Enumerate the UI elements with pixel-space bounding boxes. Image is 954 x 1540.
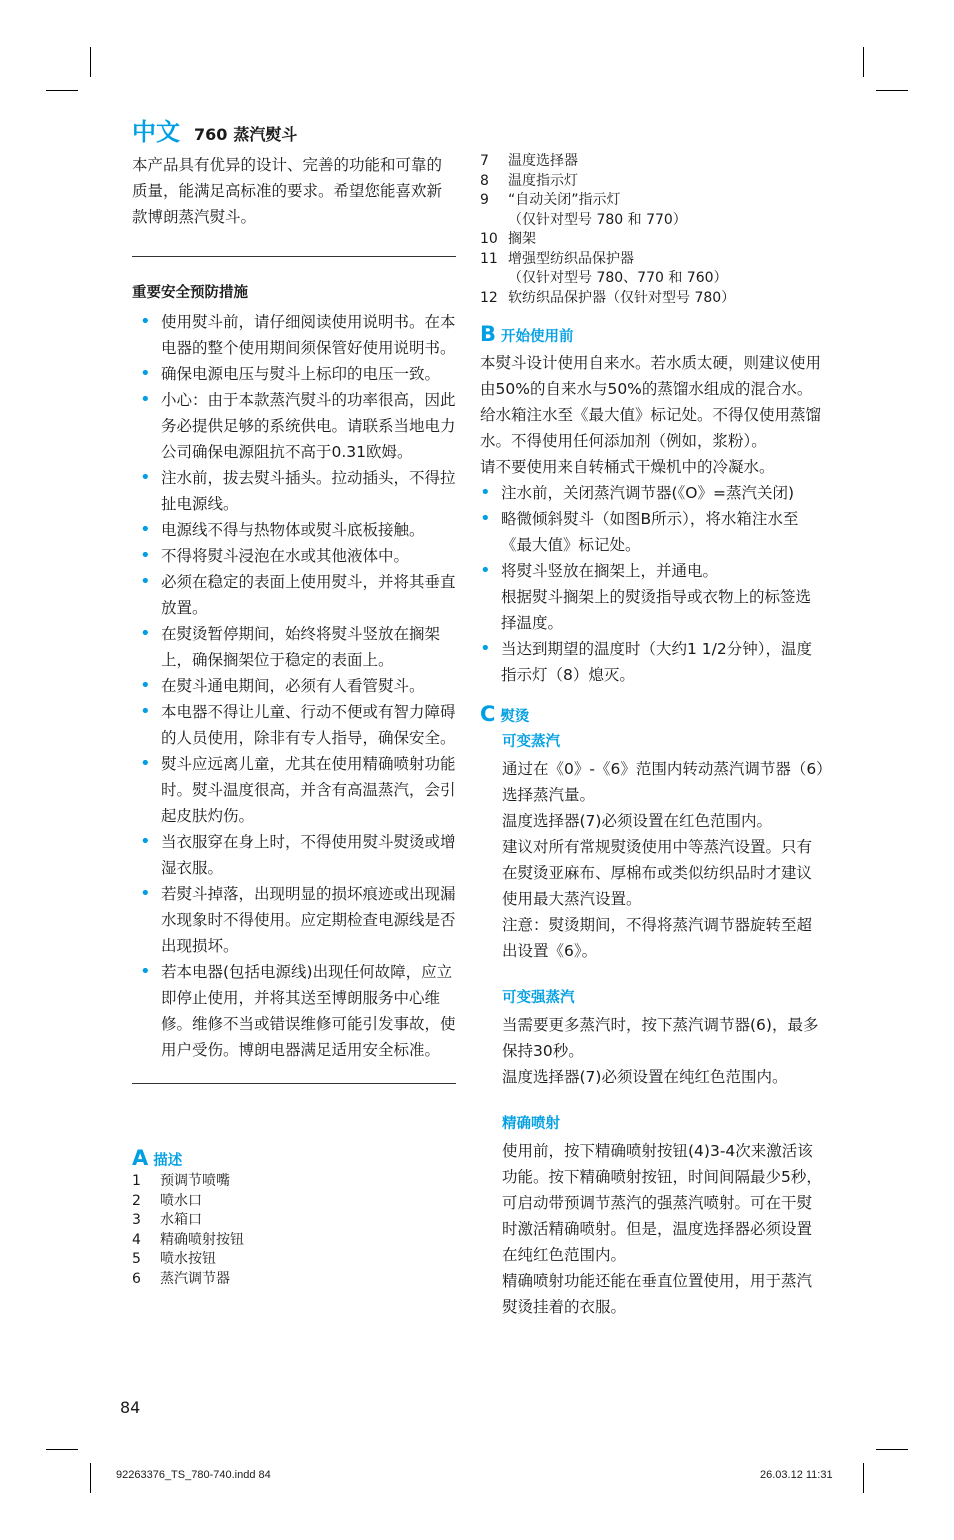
section-title: 描述 bbox=[153, 1153, 183, 1169]
list-item bbox=[472, 558, 825, 636]
language-title: 中文 bbox=[132, 118, 180, 146]
section-letter: C bbox=[480, 702, 496, 726]
safety-item: • 当衣服穿在身上时，不得使用熨斗熨烫或增湿衣服。 bbox=[132, 829, 456, 881]
crop-mark bbox=[90, 47, 91, 77]
section-b-heading bbox=[480, 322, 825, 346]
section-letter: B bbox=[480, 322, 497, 346]
paragraph: 建议对所有常规熨烫使用中等蒸汽设置。只有在熨烫亚麻布、厚棉布或类似纺织品时才建议使用最大蒸汽设置。 bbox=[502, 838, 813, 908]
part-label-line: 温度指示灯 bbox=[508, 172, 578, 189]
divider bbox=[132, 1083, 456, 1084]
safety-item: • 小心：由于本款蒸汽熨斗的功率很高，因此务必提供足够的系统供电。请联系当地电力公司确保电源阻抗不高于0.31欧姆。 bbox=[132, 387, 456, 465]
part-label bbox=[508, 152, 825, 172]
safety-list bbox=[132, 309, 456, 1063]
part-label bbox=[508, 289, 825, 309]
safety-item: • 使用熨斗前，请仔细阅读使用说明书。在本电器的整个使用期间须保管好使用说明书。 bbox=[132, 309, 456, 361]
part-label: 精确喷射按钮 bbox=[160, 1231, 244, 1248]
section-c-heading bbox=[480, 702, 825, 726]
part-label bbox=[508, 191, 825, 230]
safety-item: • 电源线不得与热物体或熨斗底板接触。 bbox=[132, 517, 456, 543]
paragraph: 温度选择器(7)必须设置在纯红色范围内。 bbox=[502, 1068, 788, 1086]
list-item-text: • 将熨斗竖放在搁架上，并通电。 bbox=[501, 562, 719, 580]
part-item bbox=[132, 1192, 456, 1212]
paragraph: 使用前，按下精确喷射按钮(4)3-4次来激活该功能。按下精确喷射按钮，时间间隔最少5秒，可启动带预调节蒸汽的强蒸汽喷射。可在干熨时激活精确喷射。但是，温度选择器必须设置在纯红色范围内。 bbox=[502, 1142, 822, 1264]
part-label-line: 搁架 bbox=[508, 231, 536, 247]
section-b-paragraph: 本熨斗设计使用自来水。若水质太硬，则建议使用由50%的自来水与50%的蒸馏水组成的混合水。给水箱注水至《最大值》标记处。不得仅使用蒸馏水。不得使用任何添加剂（例如，浆粉）。 bbox=[480, 354, 822, 450]
part-number: 11 bbox=[480, 250, 498, 267]
part-item bbox=[480, 289, 825, 309]
section-b-paragraph: 请不要使用来自转桶式干燥机中的冷凝水。 bbox=[480, 458, 775, 476]
safety-item: • 在熨烫暂停期间，始终将熨斗竖放在搁架上，确保搁架位于稳定的表面上。 bbox=[132, 621, 456, 673]
crop-mark bbox=[863, 47, 864, 77]
part-label-line: 增强型纺织品保护器 bbox=[508, 250, 634, 267]
part-item bbox=[480, 230, 825, 250]
part-label-line: 温度选择器 bbox=[508, 153, 578, 169]
parts-list-continued bbox=[480, 152, 825, 308]
subsection-title: 可变强蒸汽 bbox=[502, 990, 575, 1006]
paragraph: 当需要更多蒸汽时，按下蒸汽调节器(6)，最多保持30秒。 bbox=[502, 1016, 819, 1060]
part-label bbox=[508, 172, 825, 192]
part-item bbox=[480, 172, 825, 192]
safety-item: • 确保电源电压与熨斗上标印的电压一致。 bbox=[132, 361, 456, 387]
part-number: 7 bbox=[480, 153, 489, 169]
section-title: 开始使用前 bbox=[501, 329, 574, 345]
part-number: 8 bbox=[480, 172, 489, 189]
part-label-note: （仅针对型号 780、770 和 760） bbox=[508, 270, 728, 286]
crop-mark bbox=[46, 90, 78, 91]
section-letter: A bbox=[132, 1146, 149, 1170]
part-label-line: 软纺织品保护器（仅针对型号 780） bbox=[508, 289, 736, 306]
left-column bbox=[132, 112, 456, 1289]
subsection-title: 可变蒸汽 bbox=[502, 734, 560, 750]
crop-mark bbox=[876, 1449, 908, 1450]
part-item bbox=[132, 1211, 456, 1231]
safety-item: • 本电器不得让儿童、行动不便或有智力障碍的人员使用，除非有专人指导，确保安全。 bbox=[132, 699, 456, 751]
list-item-extra: 根据熨斗搁架上的熨烫指导或衣物上的标签选择温度。 bbox=[501, 588, 812, 632]
part-label: 喷水口 bbox=[160, 1192, 202, 1209]
part-item bbox=[480, 250, 825, 289]
part-number: 1 bbox=[132, 1173, 141, 1189]
list-item: • 略微倾斜熨斗（如图B所示），将水箱注水至《最大值》标记处。 bbox=[472, 506, 825, 558]
list-item: • 当达到期望的温度时（大约1 1/2分钟），温度指示灯（8）熄灭。 bbox=[472, 636, 825, 688]
part-label bbox=[508, 230, 825, 250]
part-number: 3 bbox=[132, 1212, 141, 1228]
part-label: 预调节喷嘴 bbox=[160, 1173, 230, 1189]
subsection-title: 精确喷射 bbox=[502, 1116, 560, 1132]
part-item bbox=[480, 152, 825, 172]
part-number: 12 bbox=[480, 289, 498, 306]
model-number: 760 bbox=[194, 125, 228, 144]
part-label: 蒸汽调节器 bbox=[160, 1270, 230, 1287]
part-number: 2 bbox=[132, 1192, 141, 1209]
list-item: • 注水前，关闭蒸汽调节器(《O》=蒸汽关闭) bbox=[472, 480, 825, 506]
crop-mark bbox=[863, 1463, 864, 1493]
part-label bbox=[508, 250, 825, 289]
crop-mark bbox=[876, 90, 908, 91]
crop-mark bbox=[90, 1463, 91, 1493]
part-label: 喷水按钮 bbox=[160, 1251, 216, 1267]
safety-item: • 必须在稳定的表面上使用熨斗，并将其垂直放置。 bbox=[132, 569, 456, 621]
paragraph: 通过在《0》-《6》范围内转动蒸汽调节器（6）选择蒸汽量。 bbox=[502, 760, 824, 804]
part-item bbox=[132, 1231, 456, 1251]
safety-item: • 若本电器(包括电源线)出现任何故障，应立即停止使用，并将其送至博朗服务中心维修。维修不当或错误维修可能引发事故，使用户受伤。博朗电器满足适用安全标准。 bbox=[132, 959, 456, 1063]
divider bbox=[132, 256, 456, 257]
part-number: 6 bbox=[132, 1270, 141, 1287]
safety-heading: 重要安全预防措施 bbox=[132, 285, 248, 301]
part-label-line: “自动关闭”指示灯 bbox=[508, 192, 621, 208]
footer-file-info: 92263376_TS_780-740.indd 84 bbox=[116, 1469, 271, 1481]
safety-item: • 熨斗应远离儿童，尤其在使用精确喷射功能时。熨斗温度很高，并含有高温蒸汽，会引起皮肤灼伤。 bbox=[132, 751, 456, 829]
page-number: 84 bbox=[120, 1398, 141, 1417]
parts-list bbox=[132, 1172, 456, 1289]
part-item bbox=[132, 1172, 456, 1192]
part-number: 9 bbox=[480, 192, 489, 208]
safety-item: • 在熨斗通电期间，必须有人看管熨斗。 bbox=[132, 673, 456, 699]
crop-mark bbox=[46, 1449, 78, 1450]
section-title: 熨烫 bbox=[500, 709, 530, 725]
part-label: 水箱口 bbox=[160, 1212, 202, 1228]
variable-steam-block bbox=[480, 732, 825, 1320]
paragraph: 注意：熨烫期间，不得将蒸汽调节器旋转至超出设置《6》。 bbox=[502, 916, 813, 960]
part-number: 4 bbox=[132, 1231, 141, 1248]
intro-paragraph: 本产品具有优异的设计、完善的功能和可靠的质量，能满足高标准的要求。希望您能喜欢新款博朗蒸汽熨斗。 bbox=[132, 156, 443, 226]
paragraph: 温度选择器(7)必须设置在红色范围内。 bbox=[502, 812, 772, 830]
safety-item: • 注水前，拔去熨斗插头。拉动插头，不得拉扯电源线。 bbox=[132, 465, 456, 517]
part-label-note: （仅针对型号 780 和 770） bbox=[508, 211, 687, 228]
part-number: 5 bbox=[132, 1251, 141, 1267]
part-item bbox=[132, 1270, 456, 1290]
paragraph: 精确喷射功能还能在垂直位置使用，用于蒸汽熨烫挂着的衣服。 bbox=[502, 1272, 813, 1316]
safety-item: • 不得将熨斗浸泡在水或其他液体中。 bbox=[132, 543, 456, 569]
right-column bbox=[480, 152, 825, 1320]
part-item bbox=[132, 1250, 456, 1270]
part-item bbox=[480, 191, 825, 230]
section-a-heading bbox=[132, 1146, 456, 1170]
product-name: 蒸汽熨斗 bbox=[233, 125, 298, 144]
section-b-list bbox=[472, 480, 825, 688]
page-title bbox=[132, 112, 456, 148]
safety-item: • 若熨斗掉落，出现明显的损坏痕迹或出现漏水现象时不得使用。应定期检查电源线是否出现损坏。 bbox=[132, 881, 456, 959]
footer-date: 26.03.12 11:31 bbox=[760, 1469, 833, 1481]
part-number: 10 bbox=[480, 231, 498, 247]
